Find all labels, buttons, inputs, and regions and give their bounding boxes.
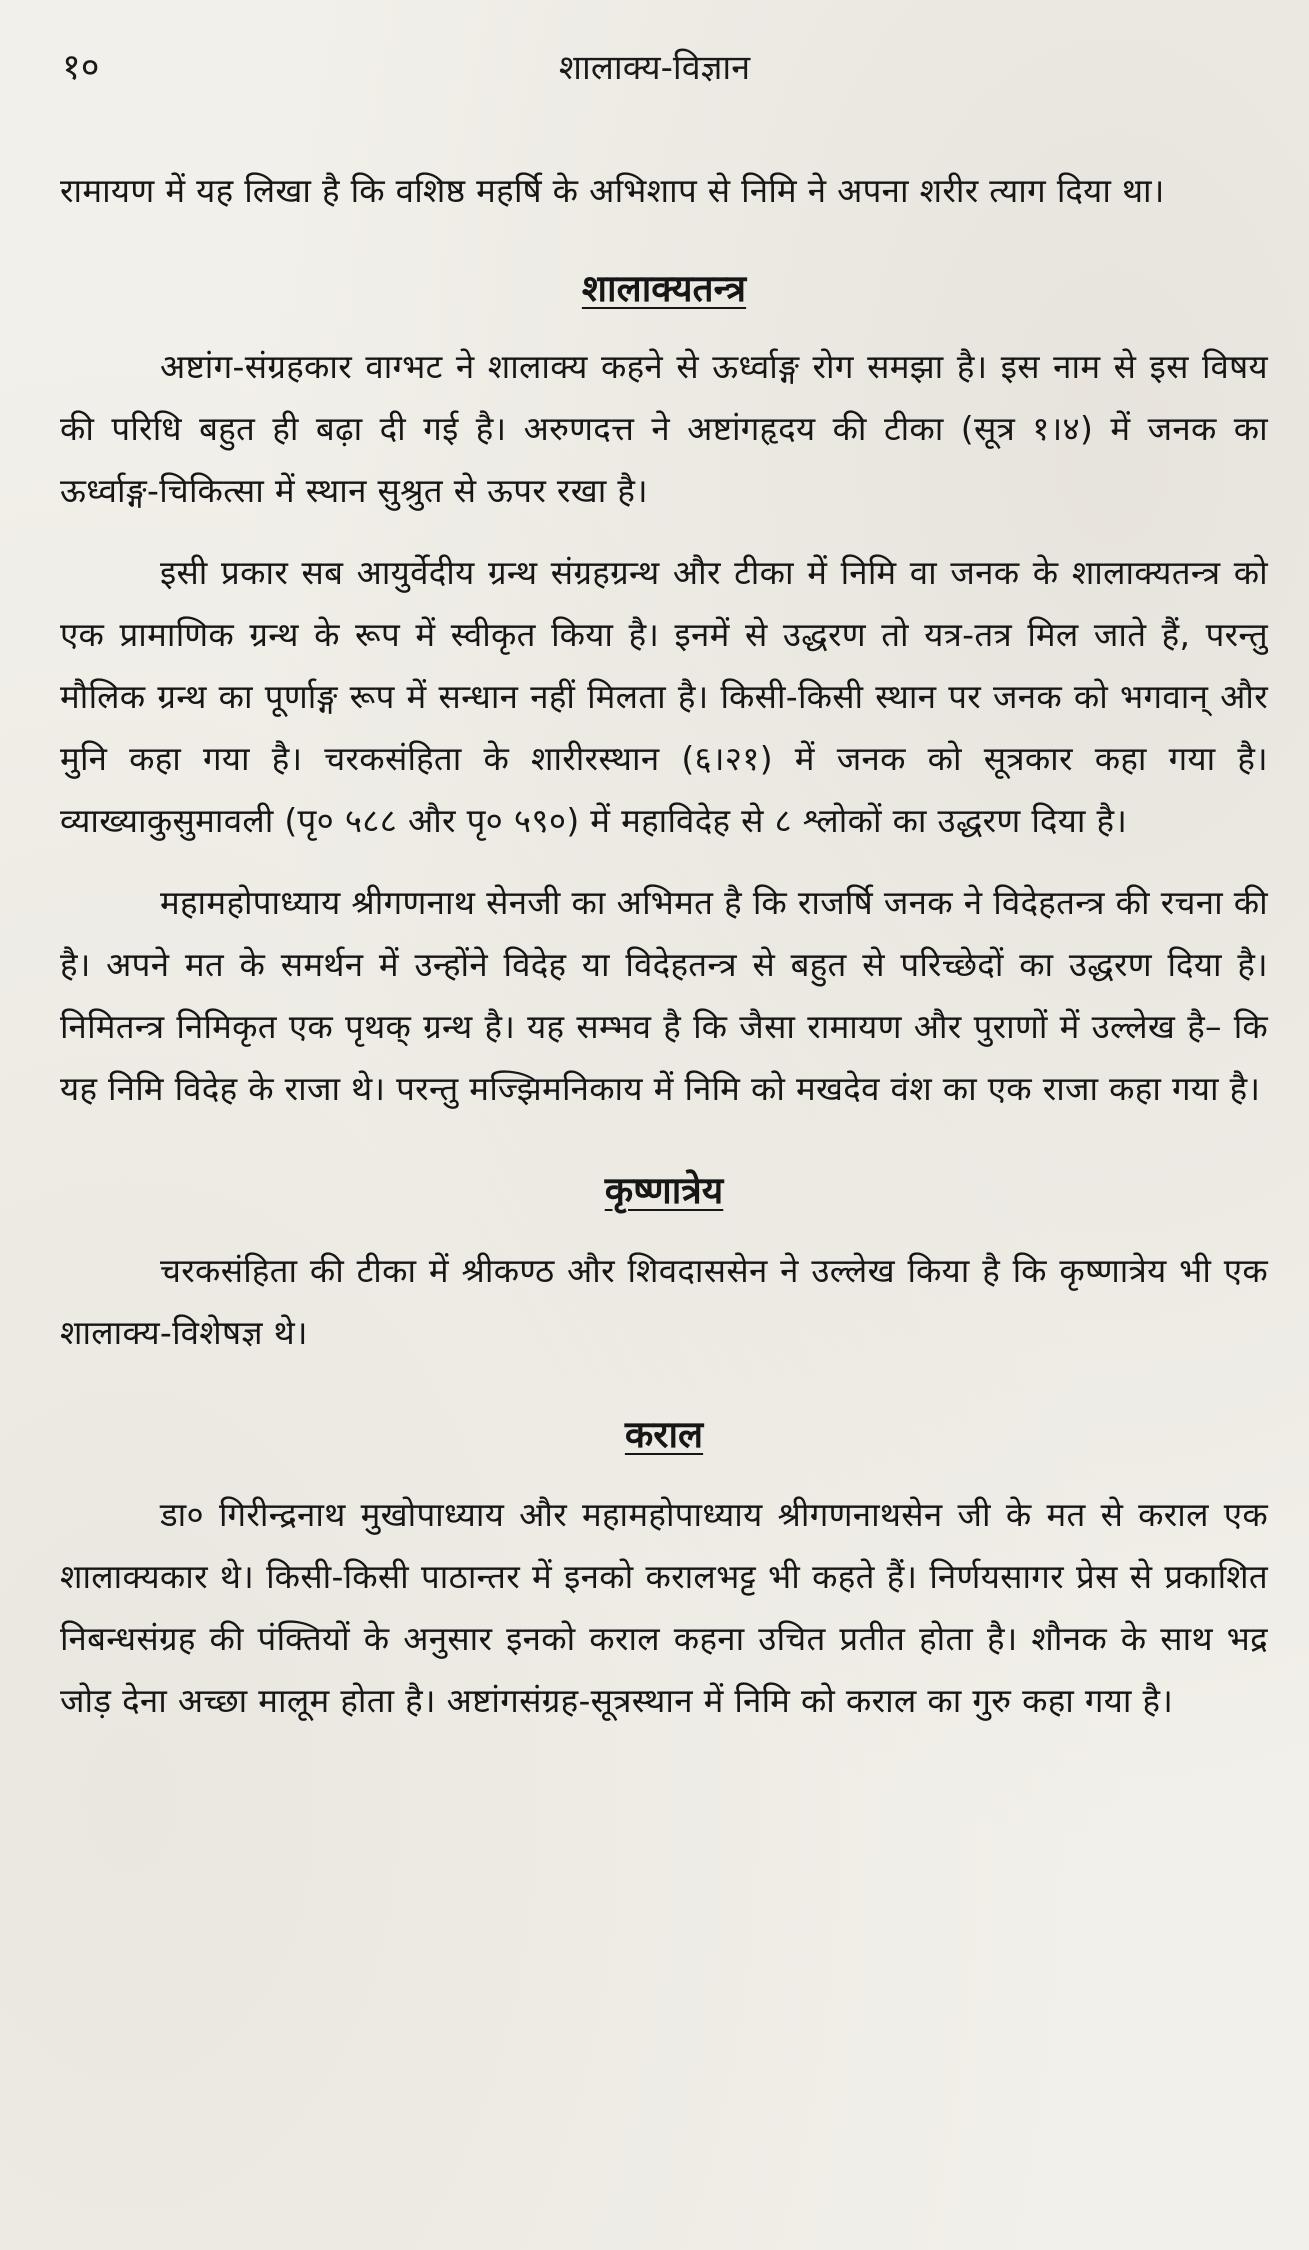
page-number: १० xyxy=(62,47,100,88)
section-heading-karala: कराल xyxy=(624,1413,704,1456)
section-heading-krishnatreya: कृष्णात्रेय xyxy=(604,1169,724,1212)
page-body xyxy=(60,160,1268,1732)
paragraph: चरकसंहिता की टीका में श्रीकण्ठ और शिवदाससेन ने उल्लेख किया है कि कृष्णात्रेय भी एक शालाक्य-विशेषज्ञ थे। xyxy=(60,1251,1268,1352)
paragraph: महामहोपाध्याय श्रीगणनाथ सेनजी का अभिमत है कि राजर्षि जनक ने विदेहतन्त्र की रचना की है। अपने मत के समर्थन में उन्होंने विदेह या विदेहतन्त्र से बहुत से परिच्छेदों का उद्धरण दिया है। निमितन्त्र निमिकृत एक पृथक् ग्रन्थ है। यह सम्भव है कि जैसा रामायण और पुराणों में उल्लेख है– कि यह निमि विदेह के राजा थे। परन्तु मज्झिमनिकाय में निमि को मखदेव वंश का एक राजा कहा गया है। xyxy=(60,883,1268,1108)
running-title: शालाक्य-विज्ञान xyxy=(558,48,751,88)
running-header xyxy=(60,38,1249,98)
paragraph: अष्टांग-संग्रहकार वाग्भट ने शालाक्य कहने से ऊर्ध्वाङ्ग रोग समझा है। इस नाम से इस विषय की परिधि बहुत ही बढ़ा दी गई है। अरुणदत्त ने अष्टांगहृदय की टीका (सूत्र १।४) में जनक का ऊर्ध्वाङ्ग-चिकित्सा में स्थान सुश्रुत से ऊपर रखा है। xyxy=(60,347,1268,510)
section-heading-shalakyatantra: शालाक्यतन्त्र xyxy=(581,267,747,310)
opening-paragraph: रामायण में यह लिखा है कि वशिष्ठ महर्षि के अभिशाप से निमि ने अपना शरीर त्याग दिया था। xyxy=(60,171,1165,210)
paragraph: डा० गिरीन्द्रनाथ मुखोपाध्याय और महामहोपाध्याय श्रीगणनाथसेन जी के मत से कराल एक शालाक्यकार थे। किसी-किसी पाठान्तर में इनको करालभट्ट भी कहते हैं। निर्णयसागर प्रेस से प्रकाशित निबन्धसंग्रह की पंक्तियों के अनुसार इनको कराल कहना उचित प्रतीत होता है। शौनक के साथ भद्र जोड़ देना अच्छा मालूम होता है। अष्टांगसंग्रह-सूत्रस्थान में निमि को कराल का गुरु कहा गया है। xyxy=(60,1495,1268,1720)
paragraph: इसी प्रकार सब आयुर्वेदीय ग्रन्थ संग्रहग्रन्थ और टीका में निमि वा जनक के शालाक्यतन्त्र को एक प्रामाणिक ग्रन्थ के रूप में स्वीकृत किया है। इनमें से उद्धरण तो यत्र-तत्र मिल जाते हैं, परन्तु मौलिक ग्रन्थ का पूर्णाङ्ग रूप में सन्धान नहीं मिलता है। किसी-किसी स्थान पर जनक को भगवान् और मुनि कहा गया है। चरकसंहिता के शारीरस्थान (६।२१) में जनक को सूत्रकार कहा गया है। व्याख्याकुसुमावली (पृ० ५८८ और पृ० ५९०) में महाविदेह से ८ श्लोकों का उद्धरण दिया है। xyxy=(60,553,1268,840)
